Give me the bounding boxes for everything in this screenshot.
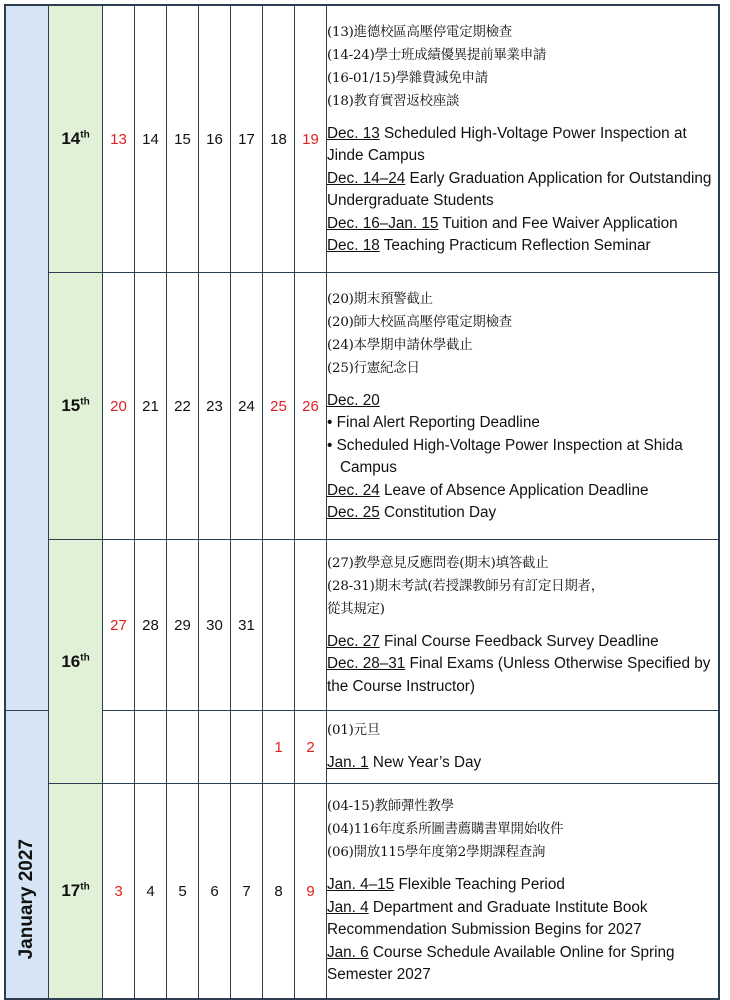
event-bullet: • Final Alert Reporting Deadline xyxy=(327,414,540,431)
day-cell: 25 xyxy=(263,273,295,540)
event-date: Dec. 20 xyxy=(327,391,380,409)
event-date: Dec. 13 xyxy=(327,124,380,142)
week-row xyxy=(5,5,719,273)
day-cell xyxy=(231,711,263,784)
day-cell: 15 xyxy=(167,5,199,273)
event-zh: (14-24)學士班成績優異提前畢業申請 xyxy=(327,47,547,63)
day-cell xyxy=(263,540,295,711)
event-zh: (13)進德校區高壓停電定期檢查 xyxy=(327,24,512,40)
event-text: Final Course Feedback Survey Deadline xyxy=(379,632,659,650)
day-cell: 8 xyxy=(263,784,295,1000)
event-date: Jan. 4 xyxy=(327,898,369,916)
month-cell-december xyxy=(5,5,49,711)
event-en xyxy=(327,942,718,987)
day-cell: 16 xyxy=(199,5,231,273)
event-text: Constitution Day xyxy=(379,504,497,521)
event-zh: (28-31)期末考試(若授課教師另有訂定日期者， xyxy=(327,578,604,594)
day-cell: 5 xyxy=(167,784,199,1000)
event-text: Tuition and Fee Waiver Application xyxy=(438,214,678,232)
event-zh: (18)教育實習返校座談 xyxy=(327,93,460,109)
day-cell: 27 xyxy=(103,540,135,711)
event-en xyxy=(327,502,718,525)
week-number-cell: 15th xyxy=(49,273,103,540)
event-en xyxy=(327,168,718,213)
day-cell: 6 xyxy=(199,784,231,1000)
event-text: Final Exams (Unless Otherwise Specified by the Course Instructor) xyxy=(327,655,711,695)
events-cell xyxy=(327,711,720,784)
event-date: Dec. 27 xyxy=(327,632,380,650)
event-zh: 從其規定) xyxy=(327,601,385,617)
day-cell xyxy=(295,540,327,711)
event-date: Jan. 6 xyxy=(327,943,369,961)
day-cell: 26 xyxy=(295,273,327,540)
day-cell: 21 xyxy=(135,273,167,540)
day-cell: 2 xyxy=(295,711,327,784)
day-cell: 9 xyxy=(295,784,327,1000)
day-cell: 18 xyxy=(263,5,295,273)
events-cell xyxy=(327,5,720,273)
event-date: Dec. 28–31 xyxy=(327,655,406,673)
day-cell: 20 xyxy=(103,273,135,540)
day-cell: 13 xyxy=(103,5,135,273)
day-cell: 7 xyxy=(231,784,263,1000)
month-label: January 2027 xyxy=(16,839,37,960)
event-en xyxy=(327,874,718,897)
week-row xyxy=(5,711,719,784)
week-number-cell: 16th xyxy=(49,540,103,784)
events-cell xyxy=(327,784,720,1000)
events-cell xyxy=(327,540,720,711)
day-cell: 17 xyxy=(231,5,263,273)
day-cell xyxy=(167,711,199,784)
event-text: Flexible Teaching Period xyxy=(394,876,565,894)
event-zh: (25)行憲紀念日 xyxy=(327,360,420,376)
day-cell: 1 xyxy=(263,711,295,784)
day-cell: 19 xyxy=(295,5,327,273)
day-cell: 22 xyxy=(167,273,199,540)
week-row xyxy=(5,273,719,540)
event-text: Leave of Absence Application Deadline xyxy=(379,481,649,499)
event-text: Teaching Practicum Reflection Seminar xyxy=(379,237,651,254)
event-date: Jan. 1 xyxy=(327,754,369,772)
event-en xyxy=(327,123,718,168)
event-text: Department and Graduate Institute Book Recommendation Submission Begins for 2027 xyxy=(327,898,648,939)
day-cell: 14 xyxy=(135,5,167,273)
event-en xyxy=(327,752,718,775)
event-text: Course Schedule Available Online for Spring Semester 2027 xyxy=(327,943,675,984)
week-row xyxy=(5,784,719,1000)
week-row xyxy=(5,540,719,711)
event-zh: (04)116年度系所圖書薦購書單開始收件 xyxy=(327,822,564,838)
event-date: Dec. 18 xyxy=(327,237,380,254)
event-en xyxy=(327,653,718,698)
week-number-cell: 17th xyxy=(49,784,103,1000)
event-text: Scheduled High-Voltage Power Inspection at Jinde Campus xyxy=(327,124,687,164)
event-text: Early Graduation Application for Outstanding Undergraduate Students xyxy=(327,169,712,209)
day-cell: 24 xyxy=(231,273,263,540)
event-zh: (01)元旦 xyxy=(327,723,381,739)
event-zh: (27)教學意見反應問卷(期末)填答截止 xyxy=(327,555,549,571)
day-cell: 23 xyxy=(199,273,231,540)
day-cell xyxy=(103,711,135,784)
event-zh: (24)本學期申請休學截止 xyxy=(327,337,473,353)
event-zh: (04-15)教師彈性教學 xyxy=(327,799,454,815)
events-cell xyxy=(327,273,720,540)
day-cell: 3 xyxy=(103,784,135,1000)
event-en xyxy=(327,235,718,258)
day-cell xyxy=(199,711,231,784)
event-bullet: • Scheduled High-Voltage Power Inspection at Shida Campus xyxy=(327,436,683,476)
event-zh: (06)開放115學年度第2學期課程查詢 xyxy=(327,845,546,861)
month-cell-january xyxy=(5,711,49,1000)
day-cell xyxy=(135,711,167,784)
event-date: Dec. 16–Jan. 15 xyxy=(327,214,439,232)
event-zh: (20)期末預警截止 xyxy=(327,291,433,307)
event-en xyxy=(327,390,718,413)
event-date: Dec. 24 xyxy=(327,481,380,499)
event-date: Jan. 4–15 xyxy=(327,876,395,894)
event-en xyxy=(327,897,718,942)
event-zh: (16-01/15)學雜費減免申請 xyxy=(327,70,488,86)
event-date: Dec. 25 xyxy=(327,504,380,521)
week-number-cell: 14th xyxy=(49,5,103,273)
event-zh: (20)師大校區高壓停電定期檢查 xyxy=(327,314,512,330)
event-en xyxy=(327,631,718,654)
day-cell: 4 xyxy=(135,784,167,1000)
academic-calendar-table xyxy=(4,4,720,1000)
event-date: Dec. 14–24 xyxy=(327,169,406,187)
day-cell: 29 xyxy=(167,540,199,711)
day-cell: 31 xyxy=(231,540,263,711)
event-text: New Year’s Day xyxy=(368,754,482,772)
event-en xyxy=(327,213,718,236)
day-cell: 28 xyxy=(135,540,167,711)
day-cell: 30 xyxy=(199,540,231,711)
event-en xyxy=(327,480,718,503)
